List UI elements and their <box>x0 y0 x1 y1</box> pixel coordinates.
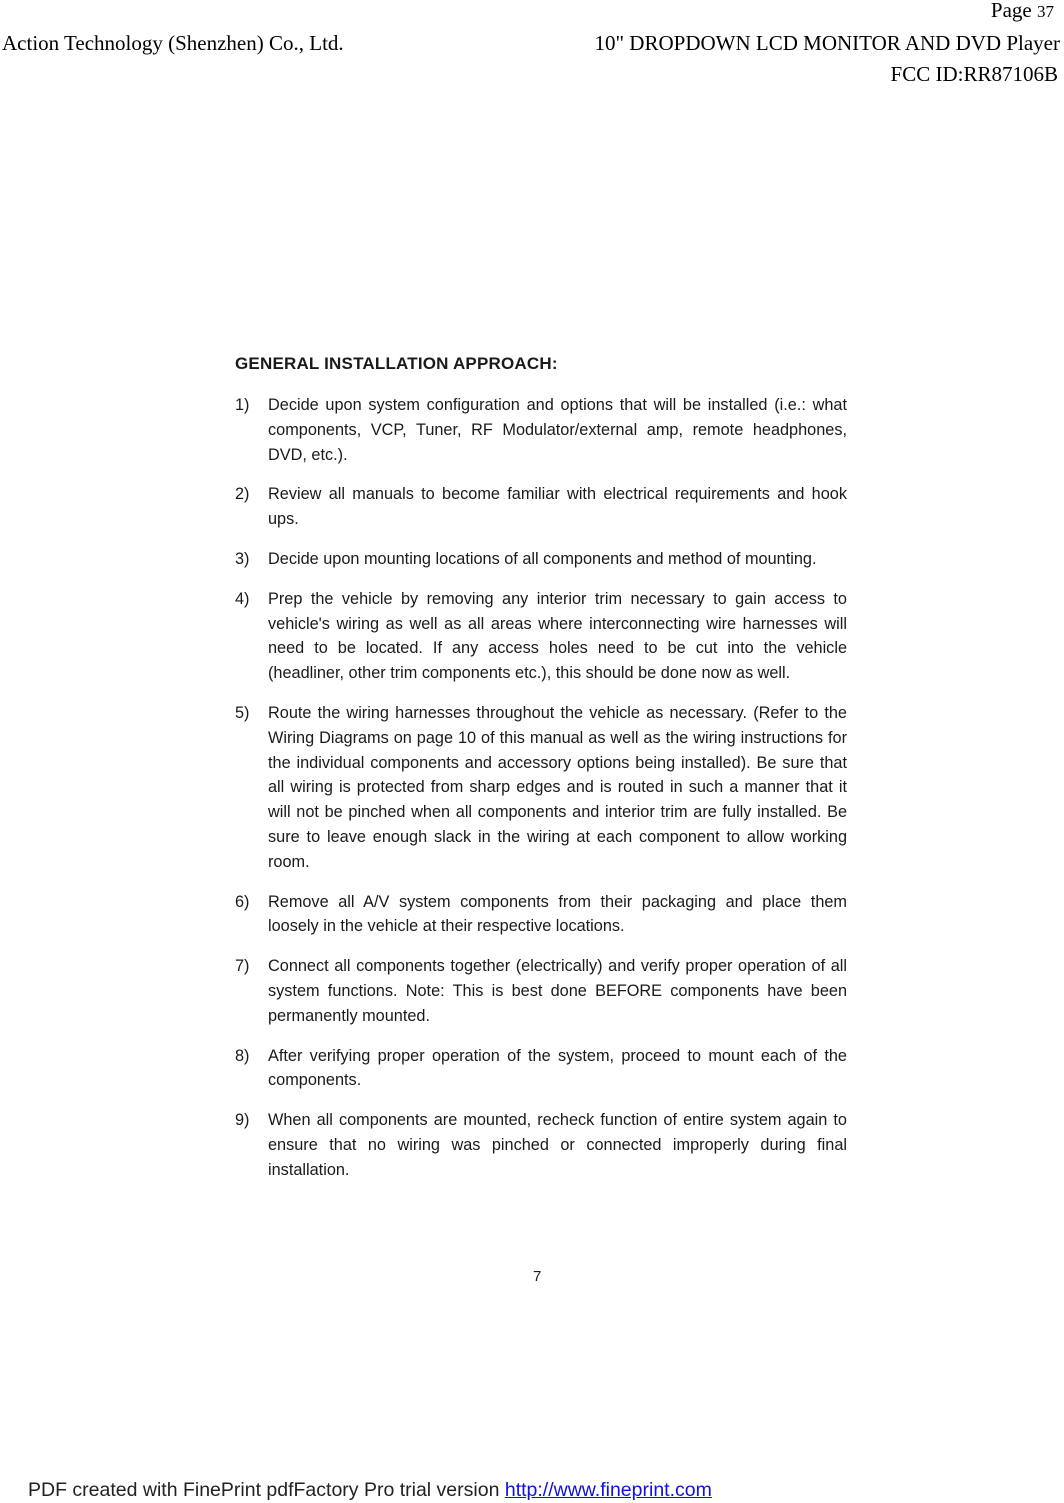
company-name: Action Technology (Shenzhen) Co., Ltd. <box>2 31 344 55</box>
step-text: Review all manuals to become familiar with electrical requirements and hook ups. <box>268 485 847 529</box>
page-number-header <box>991 0 1054 24</box>
pdf-footer <box>28 1477 712 1503</box>
manual-page-number: 7 <box>533 1268 542 1285</box>
step-text: Remove all A/V system components from their packaging and place them loosely in the vehicle at their respective locations. <box>268 892 847 936</box>
step-text: Decide upon system configuration and options that will be installed (i.e.: what components, VCP, Tuner, RF Modulator/external amp, remote headphones, DVD, etc.). <box>268 396 847 464</box>
step-item <box>235 1044 847 1094</box>
step-item <box>235 954 847 1028</box>
page-label: Page <box>990 0 1032 22</box>
step-number: 9) <box>235 1111 250 1130</box>
scanned-manual-page <box>235 352 847 1198</box>
step-item <box>235 587 847 686</box>
step-item <box>235 1108 847 1182</box>
page-number: 37 <box>1037 2 1054 21</box>
step-text: Decide upon mounting locations of all components and method of mounting. <box>268 549 817 568</box>
installation-steps <box>235 393 847 1183</box>
step-item <box>235 890 847 940</box>
step-number: 2) <box>235 485 250 504</box>
step-number: 3) <box>235 549 250 568</box>
step-item <box>235 393 847 467</box>
step-text: After verifying proper operation of the system, proceed to mount each of the components. <box>268 1046 847 1090</box>
step-number: 6) <box>235 892 250 911</box>
step-text: Route the wiring harnesses throughout the vehicle as necessary. (Refer to the Wiring Diagrams on page 10 of this manual as well as the wiring instructions for the individual components and accessory options being installed). Be sure that all wiring is protected from sharp edges and is routed in such a manner that it will not be pinched when all components and interior trim are fully installed. Be sure to leave enough slack in the wiring at each component to allow working room. <box>268 703 847 871</box>
step-item <box>235 482 847 532</box>
step-text: When all components are mounted, recheck function of entire system again to ensure that no wiring was pinched or connected improperly during final installation. <box>268 1111 847 1179</box>
step-number: 5) <box>235 703 250 722</box>
step-number: 4) <box>235 589 250 608</box>
step-number: 8) <box>235 1046 250 1065</box>
step-item <box>235 701 847 875</box>
fineprint-link[interactable]: http://www.fineprint.com <box>504 1479 712 1501</box>
step-text: Connect all components together (electrically) and verify proper operation of all system functions. Note: This is best done BEFORE components have been permanently mounted. <box>268 957 847 1025</box>
footer-text: PDF created with FinePrint pdfFactory Pro trial version <box>28 1479 500 1501</box>
step-number: 7) <box>235 957 250 976</box>
step-number: 1) <box>235 396 250 414</box>
step-text: Prep the vehicle by removing any interior trim necessary to gain access to vehicle's wiring as well as all areas where interconnecting wire harnesses will need to be located. If any access holes need to be cut into the vehicle (headliner, other trim components etc.), this should be done now as well. <box>268 589 847 683</box>
product-title: 10" DROPDOWN LCD MONITOR AND DVD Player <box>594 31 1060 55</box>
section-title: GENERAL INSTALLATION APPROACH: <box>235 354 558 373</box>
step-item <box>235 547 847 572</box>
fcc-id: FCC ID:RR87106B <box>890 62 1058 86</box>
